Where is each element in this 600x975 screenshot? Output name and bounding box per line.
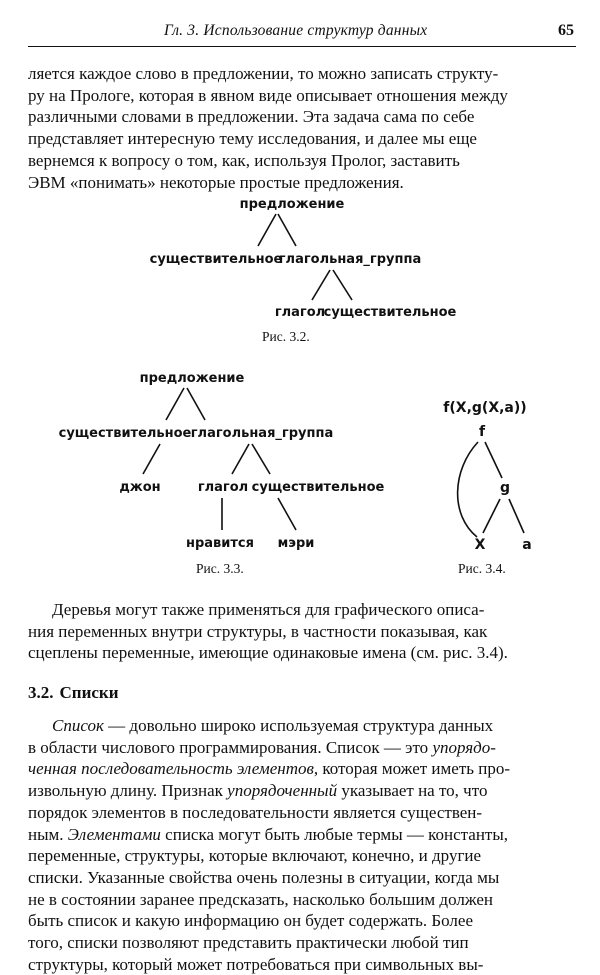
figure-3-2-caption: Рис. 3.2. (262, 329, 310, 344)
text-fragment: указывает на то, что (337, 781, 488, 801)
node-verb: глагол (274, 305, 326, 320)
text-line: Деревья могут также применяться для графического описа- (52, 600, 485, 619)
section-number: 3.2. (28, 683, 54, 702)
node-x: X (474, 537, 486, 553)
node-verb-group: глагольная_группа (278, 252, 422, 267)
text-fragment: — довольно широко используемая структура данных (103, 716, 494, 735)
text-line: ЭВМ «понимать» некоторые простые предложения. (28, 172, 404, 192)
term-list: Список (52, 716, 104, 735)
term-ordered-attr: упорядоченный (227, 781, 338, 801)
text-line: ния переменных внутри структуры, в частности показывая, как (28, 621, 488, 641)
section-heading (28, 683, 119, 703)
edge-f-x (458, 442, 478, 537)
page-number: 65 (558, 22, 574, 39)
node-a: a (522, 537, 532, 553)
node-f: f (478, 424, 486, 440)
text-fragment: списка могут быть любые термы — константы, (160, 824, 509, 844)
node-mary: мэри (277, 536, 315, 551)
text-line: различными словами в предложении. Эта задача сама по себе (28, 107, 475, 127)
edge-g-a (509, 499, 524, 533)
edge-g-x (483, 499, 500, 533)
text-line: вернемся к вопросу о том, как, используя Пролог, заставить (28, 150, 460, 170)
text-line: списки. Указанные свойства очень полезны в ситуации, когда мы (28, 867, 500, 887)
node-noun-2: существительное (323, 305, 457, 320)
text-fragment: в области числового программирования. Список — это (28, 737, 433, 757)
text-line (28, 758, 576, 780)
text-line: порядок элементов в последовательности является существен- (28, 802, 483, 822)
body-paragraph (28, 715, 576, 975)
text-line (28, 715, 576, 737)
text-fragment: , которая может иметь про- (313, 759, 511, 779)
text-fragment: ным. (28, 824, 68, 844)
text-line: переменные, структуры, которые включают, конечно, и другие (28, 846, 482, 866)
node-noun: существительное (149, 252, 283, 267)
text-line (28, 824, 576, 846)
text-line (28, 780, 576, 802)
text-line: представляет интересную тему исследования, и далее мы еще (28, 129, 477, 149)
node-noun: существительное (58, 426, 192, 441)
node-verb: глагол (197, 480, 249, 495)
running-title: Гл. 3. Использование структур данных (164, 22, 428, 39)
text-line: сцеплены переменные, имеющие одинаковые имена (см. рис. 3.4). (28, 643, 508, 663)
node-sentence: предложение (239, 197, 345, 212)
figure-3-4-caption: Рис. 3.4. (458, 561, 506, 576)
text-line (28, 737, 576, 759)
term-ordered: упорядо- (432, 737, 496, 757)
figure-3-3-caption: Рис. 3.3. (196, 561, 244, 576)
middle-paragraph (28, 599, 576, 664)
text-line: ру на Прологе, которая в явном виде описывает отношения между (28, 85, 508, 105)
node-g: g (499, 480, 511, 496)
text-line: структуры, который может потребоваться при символьных вы- (28, 954, 484, 974)
term-elements: Элементами (67, 824, 161, 844)
text-line: быть список и какую информацию он будет содержать. Более (28, 911, 473, 931)
text-line: не в состоянии заранее предсказать, насколько большим должен (28, 889, 494, 909)
text-line: того, списки позволяют представить практически любой тип (28, 933, 469, 953)
text-line: ляется каждое слово в предложении, то можно записать структу- (28, 64, 499, 83)
node-sentence: предложение (139, 371, 245, 386)
node-likes: нравится (186, 536, 254, 551)
node-verb-group: глагольная_группа (190, 426, 334, 441)
node-john: джон (119, 480, 161, 495)
text-fragment: извольную длину. Признак (28, 781, 228, 801)
node-noun-2: существительное (251, 480, 385, 495)
term-label: f(X,g(X,a)) (443, 400, 527, 416)
term-sequence: ченная последовательность элементов (28, 759, 314, 779)
section-title: Списки (59, 683, 119, 702)
edge-f-g (485, 442, 502, 478)
